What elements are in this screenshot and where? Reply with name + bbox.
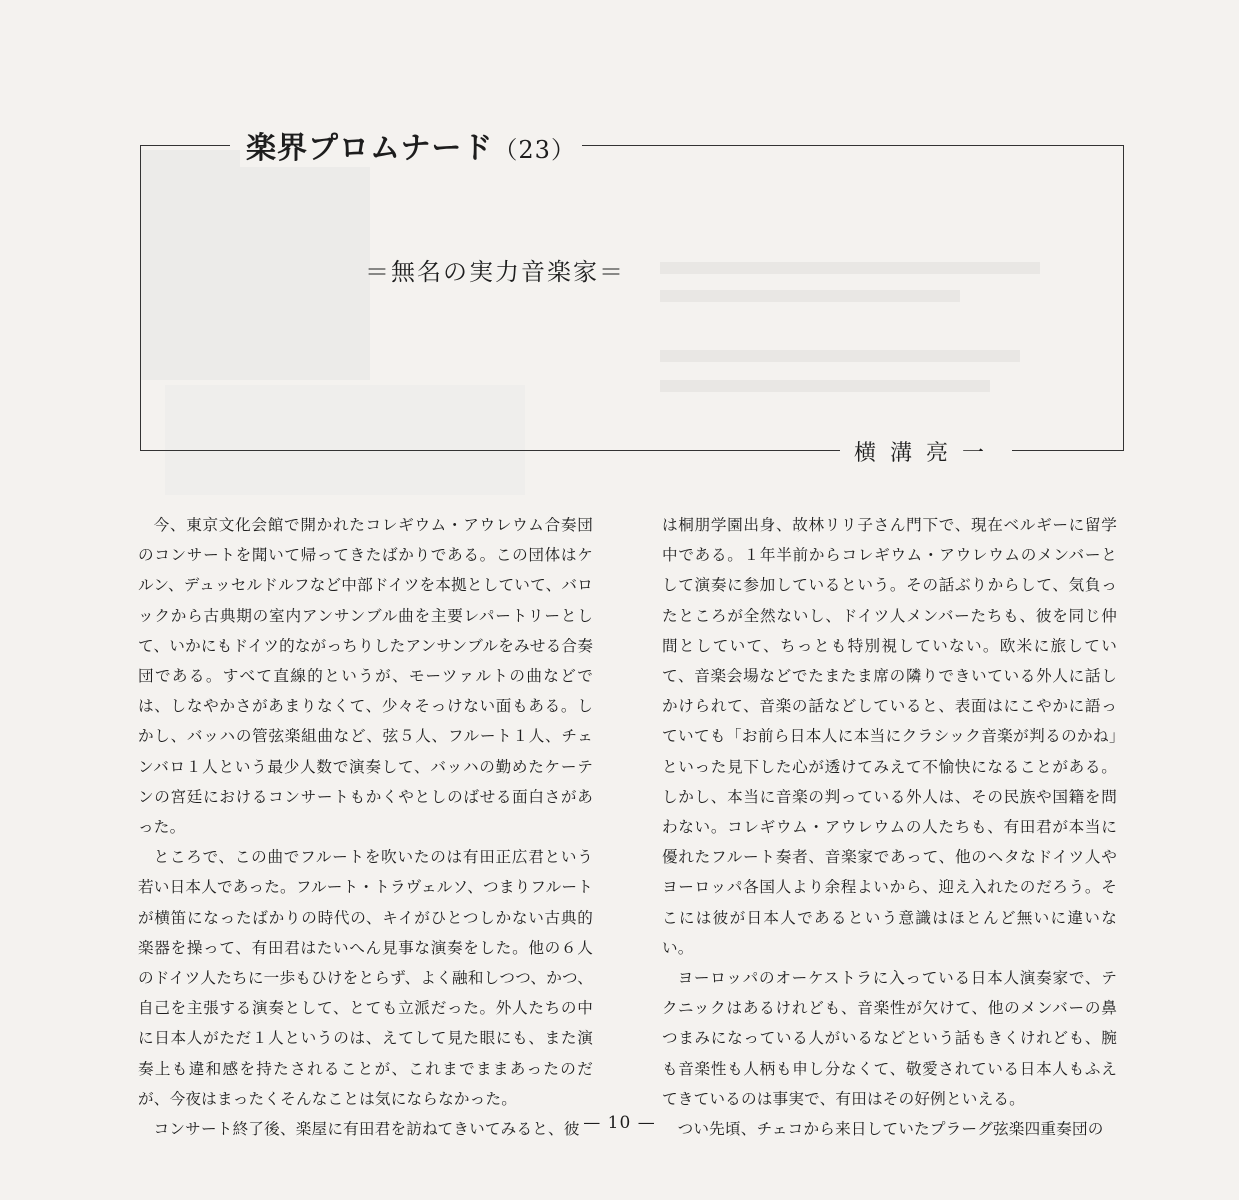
paragraph: 今、東京文化会館で開かれたコレギウム・アウレウム合奏団のコンサートを聞いて帰ってきたばかりである。この団体はケルン、デュッセルドルフなど中部ドイツを本拠としていて、バロックから古典期の室内アンサンブル曲を主要レパートリーとして、いかにもドイツ的ながっちりしたアンサンブルをみせる合奏団である。すべて直線的というが、モーツァルトの曲などでは、しなやかさがあまりなくて、少々そっけない面もある。しかし、バッハの管弦楽組曲など、弦５人、フルート１人、チェンバロ１人という最少人数で演奏して、バッハの勤めたケーテンの宮廷におけるコンサートもかくやとしのばせる面白さがあった。 xyxy=(138,516,593,837)
show-through-image xyxy=(140,150,370,380)
series-number: （23） xyxy=(493,136,576,164)
text-column-right xyxy=(662,510,1117,1144)
frame-line xyxy=(140,450,840,451)
series-title xyxy=(240,123,582,167)
frame-line xyxy=(140,145,230,146)
article-subtitle: ＝無名の実力音楽家＝ xyxy=(365,258,625,286)
frame-line xyxy=(1123,145,1124,450)
paragraph: ところで、この曲でフルートを吹いたのは有田正広君という若い日本人であった。フルート・トラヴェルソ、つまりフルートが横笛になったばかりの時代の、キイがひとつしかない古典的楽器を操って、有田君はたいへん見事な演奏をした。他の６人のドイツ人たちに一歩もひけをとらず、よく融和しつつ、かつ、自己を主張する演奏として、とても立派だった。外人たちの中に日本人がただ１人というのは、えてして見た眼にも、また演奏上も違和感を持たされることが、これまでままあったのだが、今夜はまったくそんなことは気にならなかった。 xyxy=(138,848,593,1108)
page-number: — 10 — xyxy=(583,1113,656,1133)
series-title-text: 楽界プロムナード xyxy=(246,131,494,166)
show-through-line xyxy=(660,380,990,392)
paragraph: つい先頃、チェコから来日していたプラーグ弦楽四重奏団の xyxy=(677,1120,1104,1139)
paragraph: コンサート終了後、楽屋に有田君を訪ねてきいてみると、彼 xyxy=(153,1120,580,1139)
frame-line xyxy=(580,145,1124,146)
show-through-image xyxy=(165,385,525,495)
author-name: 横溝亮一 xyxy=(848,436,1004,467)
text-column-left xyxy=(138,510,593,1144)
show-through-line xyxy=(660,350,1020,362)
paragraph: は桐朋学園出身、故林リリ子さん門下で、現在ベルギーに留学中である。１年半前からコレギウム・アウレウムのメンバーとして演奏に参加しているという。その話ぶりからして、気負ったところが全然ないし、ドイツ人メンバーたちも、彼を同じ仲間としていて、ちっとも特別視していない。欧米に旅していて、音楽会場などでたまたま席の隣りできいている外人に話しかけられて、音楽の話などしていると、表面はにこやかに語っていても「お前ら日本人に本当にクラシック音楽が判るのかね」といった見下した心が透けてみえて不愉快になることがある。しかし、本当に音楽の判っている外人は、その民族や国籍を問わない。コレギウム・アウレウムの人たちも、有田君が本当に優れたフルート奏者、音楽家であって、他のヘタなドイツ人やヨーロッパ各国人より余程よいから、迎え入れたのだろう。そこには彼が日本人であるという意識はほとんど無いに違いない。 xyxy=(662,516,1117,957)
show-through-line xyxy=(660,262,1040,274)
paragraph: ヨーロッパのオーケストラに入っている日本人演奏家で、テクニックはあるけれども、音楽性が欠けて、他のメンバーの鼻つまみになっている人がいるなどという話もきくけれども、腕も音楽性も人柄も申し分なくて、敬愛されている日本人もふえてきているのは事実で、有田はその好例といえる。 xyxy=(662,969,1117,1108)
show-through-line xyxy=(660,290,960,302)
frame-line xyxy=(1012,450,1124,451)
frame-line xyxy=(140,145,141,450)
